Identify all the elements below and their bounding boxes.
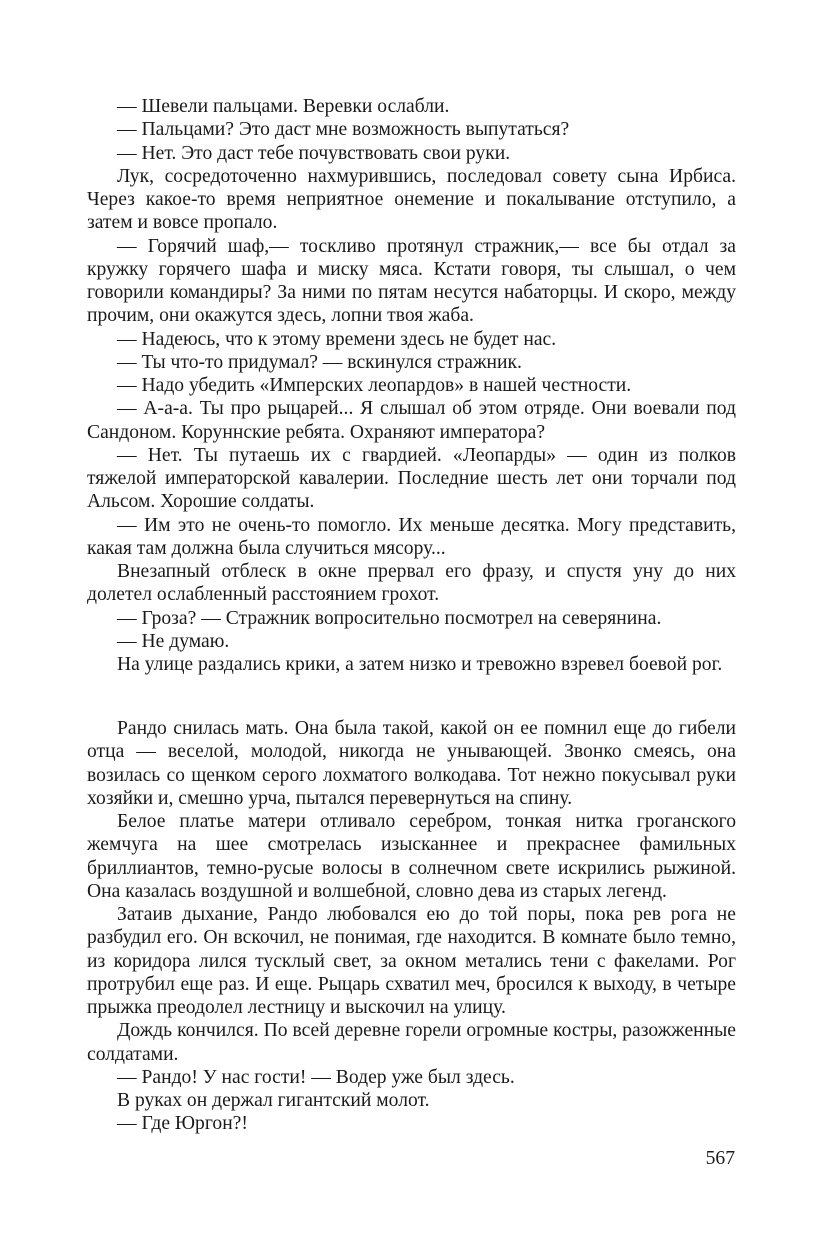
paragraph: — Горячий шаф,— тоскливо протянул стражник,— все бы отдал за кружку горячего шафа и миску мяса. Кстати говоря, ты слышал, о чем говорили командиры? За ними по пятам несутся набаторцы. И скоро, между прочим, они окажутся здесь, лопни твоя жаба. — [87, 235, 736, 327]
paragraph: — А-а-а. Ты про рыцарей... Я слышал об этом отряде. Они воевали под Сандоном. Коруннские ребята. Охраняют императора? — [87, 398, 736, 443]
paragraph: — Надеюсь, что к этому времени здесь не будет нас. — [117, 328, 557, 350]
paragraph: На улице раздались крики, а затем низко и тревожно взревел боевой рог. — [117, 654, 723, 675]
paragraph: — Не думаю. — [117, 630, 230, 652]
paragraph: Лук, сосредоточенно нахмурившись, последовал совету сына Ирбиса. Через какое-то время неприятное онемение и покалывание отступило, а затем и вовсе пропало. — [87, 165, 736, 234]
text-section-1 — [87, 95, 736, 676]
paragraph: Затаив дыхание, Рандо любовался ею до той поры, пока рев рога не разбудил его. Он вскочил, не понимая, где находится. В комнате было темно, из коридора лился тусклый свет, за окном метались тени с факелами. Рог протрубил еще раз. И еще. Рыцарь схватил меч, бросился к выходу, в четыре прыжка преодолел лестницу и выскочил на улицу. — [87, 904, 736, 1018]
paragraph: — Шевели пальцами. Веревки ослабли. — [117, 96, 450, 117]
paragraph: — Надо убедить «Имперских леопардов» в нашей честности. — [117, 375, 632, 396]
paragraph: — Нет. Это даст тебе почувствовать свои руки. — [117, 142, 511, 164]
paragraph: — Им это не очень-то помогло. Их меньше десятка. Могу представить, какая там должна была случиться мясору... — [87, 514, 736, 559]
paragraph: Дождь кончился. По всей деревне горели огромные костры, разожженные солдатами. — [87, 1020, 736, 1065]
paragraph: В руках он держал гигантский молот. — [117, 1090, 430, 1111]
paragraph: — Где Юргон?! — [117, 1113, 248, 1135]
paragraph: — Нет. Ты путаешь их с гвардией. «Леопарды» — один из полков тяжелой императорской кавалерии. Последние шесть лет они торчали под Альсом. Хорошие солдаты. — [87, 444, 736, 513]
page-number: 567 — [705, 1148, 735, 1169]
paragraph: Белое платье матери отливало серебром, тонкая нитка гроганского жемчуга на шее смотрелась изысканнее и прекраснее фамильных бриллиантов, темно-русые волосы в солнечном свете искрились рыжиной. Она казалась воздушной и волшебной, словно дева из старых легенд. — [87, 811, 736, 902]
paragraph: Рандо снилась мать. Она была такой, какой он ее помнил еще до гибели отца — веселой, молодой, никогда не унывающей. Звонко смеясь, она возилась со щенком серого лохматого волкодава. Тот нежно покусывал руки хозяйки и, смешно урча, пытался перевернуться на спину. — [87, 718, 736, 809]
paragraph: — Гроза? — Стражник вопросительно посмотрел на северянина. — [117, 607, 662, 629]
paragraph: — Пальцами? Это даст мне возможность выпутаться? — [117, 119, 570, 141]
text-section-2 — [87, 717, 736, 1136]
paragraph: — Рандо! У нас гости! — Водер уже был здесь. — [117, 1066, 515, 1088]
paragraph: Внезапный отблеск в окне прервал его фразу, и спустя уну до них долетел ослабленный расстоянием грохот. — [87, 561, 736, 606]
paragraph: — Ты что-то придумал? — вскинулся стражник. — [117, 351, 522, 373]
